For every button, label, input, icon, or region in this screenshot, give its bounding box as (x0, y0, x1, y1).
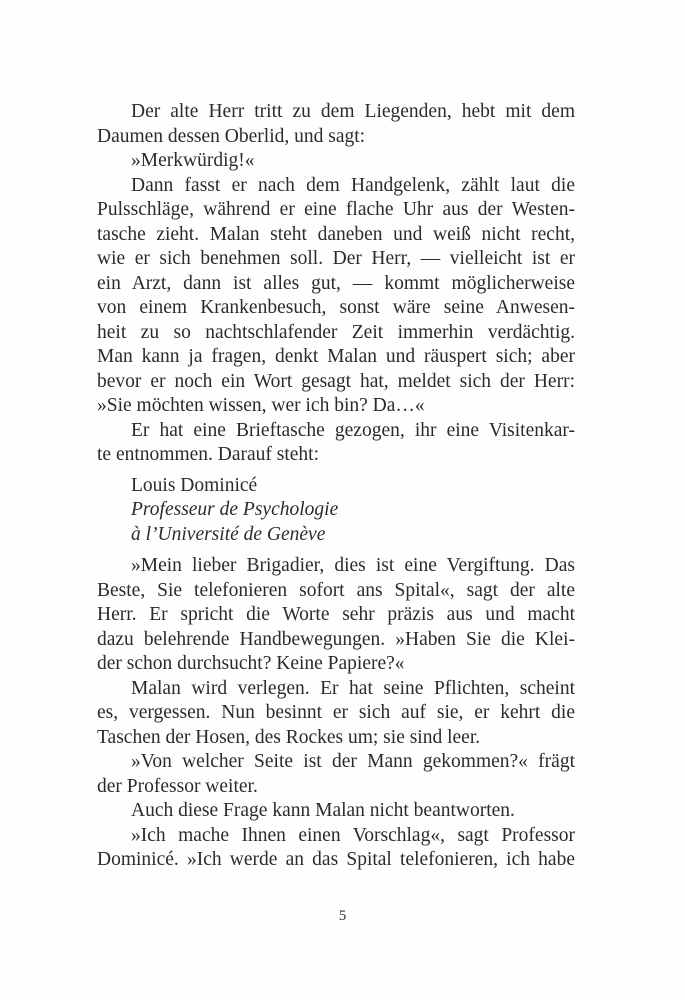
text-line: »Mein lieber Brigadier, dies ist eine Vergiftung. Das (131, 555, 575, 576)
paragraph (97, 750, 575, 799)
text-line: Dominicé. »Ich werde an das Spital telefonieren, ich habe (97, 849, 575, 870)
card-name: Louis Dominicé (131, 474, 258, 496)
paragraph (97, 677, 575, 751)
paragraph (97, 149, 575, 174)
paragraph (97, 100, 575, 149)
text-line: »Merkwürdig!« (131, 150, 255, 171)
text-line: von einem Krankenbesuch, sonst wäre seine Anwesen- (97, 297, 575, 318)
card-title: Professeur de Psychologie (131, 499, 339, 520)
text-line: bevor er noch ein Wort gesagt hat, meldet sich der Herr: (97, 370, 575, 392)
text-line: Er hat eine Brieftasche gezogen, ihr eine Visitenkar- (131, 419, 575, 441)
text-line: Pulsschläge, während er eine flache Uhr aus der Westen- (97, 199, 575, 220)
text-line: Taschen der Hosen, des Rockes um; sie sind leer. (97, 726, 481, 748)
text-line: Der alte Herr tritt zu dem Liegenden, hebt mit dem (131, 101, 575, 122)
paragraph (97, 554, 575, 677)
text-line: »Von welcher Seite ist der Mann gekommen?« frägt (131, 751, 575, 772)
text-line: Dann fasst er nach dem Handgelenk, zählt laut die (131, 174, 575, 196)
text-line: Herr. Er spricht die Worte sehr präzis aus und macht (97, 604, 575, 625)
text-line: Daumen dessen Oberlid, und sagt: (97, 125, 366, 147)
text-line: wie er sich benehmen soll. Der Herr, — vielleicht ist er (97, 248, 575, 269)
text-line: »Sie möchten wissen, wer ich bin? Da…« (97, 395, 425, 416)
text-line: heit zu so nachtschlafender Zeit immerhin verdächtig. (97, 321, 575, 343)
card-institution: à l’Université de Genève (131, 523, 326, 545)
text-line: te entnommen. Darauf steht: (97, 444, 320, 465)
text-line: Man kann ja fragen, denkt Malan und räuspert sich; aber (97, 346, 575, 367)
paragraph (97, 174, 575, 419)
text-line: »Ich mache Ihnen einen Vorschlag«, sagt Professor (131, 824, 575, 846)
text-line: tasche zieht. Malan steht daneben und weiß nicht recht, (97, 223, 575, 245)
text-line: dazu belehrende Handbewegungen. »Haben Sie die Klei- (97, 628, 575, 650)
text-line: es, vergessen. Nun besinnt er sich auf sie, er kehrt die (97, 702, 575, 723)
text-line: ein Arzt, dann ist alles gut, — kommt möglicherweise (97, 272, 575, 294)
paragraph (97, 799, 575, 824)
paragraph (97, 824, 575, 873)
text-line: Malan wird verlegen. Er hat seine Pflichten, scheint (131, 677, 575, 699)
page-number: 5 (338, 908, 347, 924)
text-line: Beste, Sie telefonieren sofort ans Spital«, sagt der alte (97, 579, 575, 601)
visiting-card-block (97, 474, 575, 548)
paragraph (97, 419, 575, 468)
text-line: der Professor weiter. (97, 775, 258, 797)
text-line: Auch diese Frage kann Malan nicht beantworten. (131, 800, 515, 821)
text-line: der schon durchsucht? Keine Papiere?« (97, 653, 405, 674)
body-text (97, 100, 575, 873)
